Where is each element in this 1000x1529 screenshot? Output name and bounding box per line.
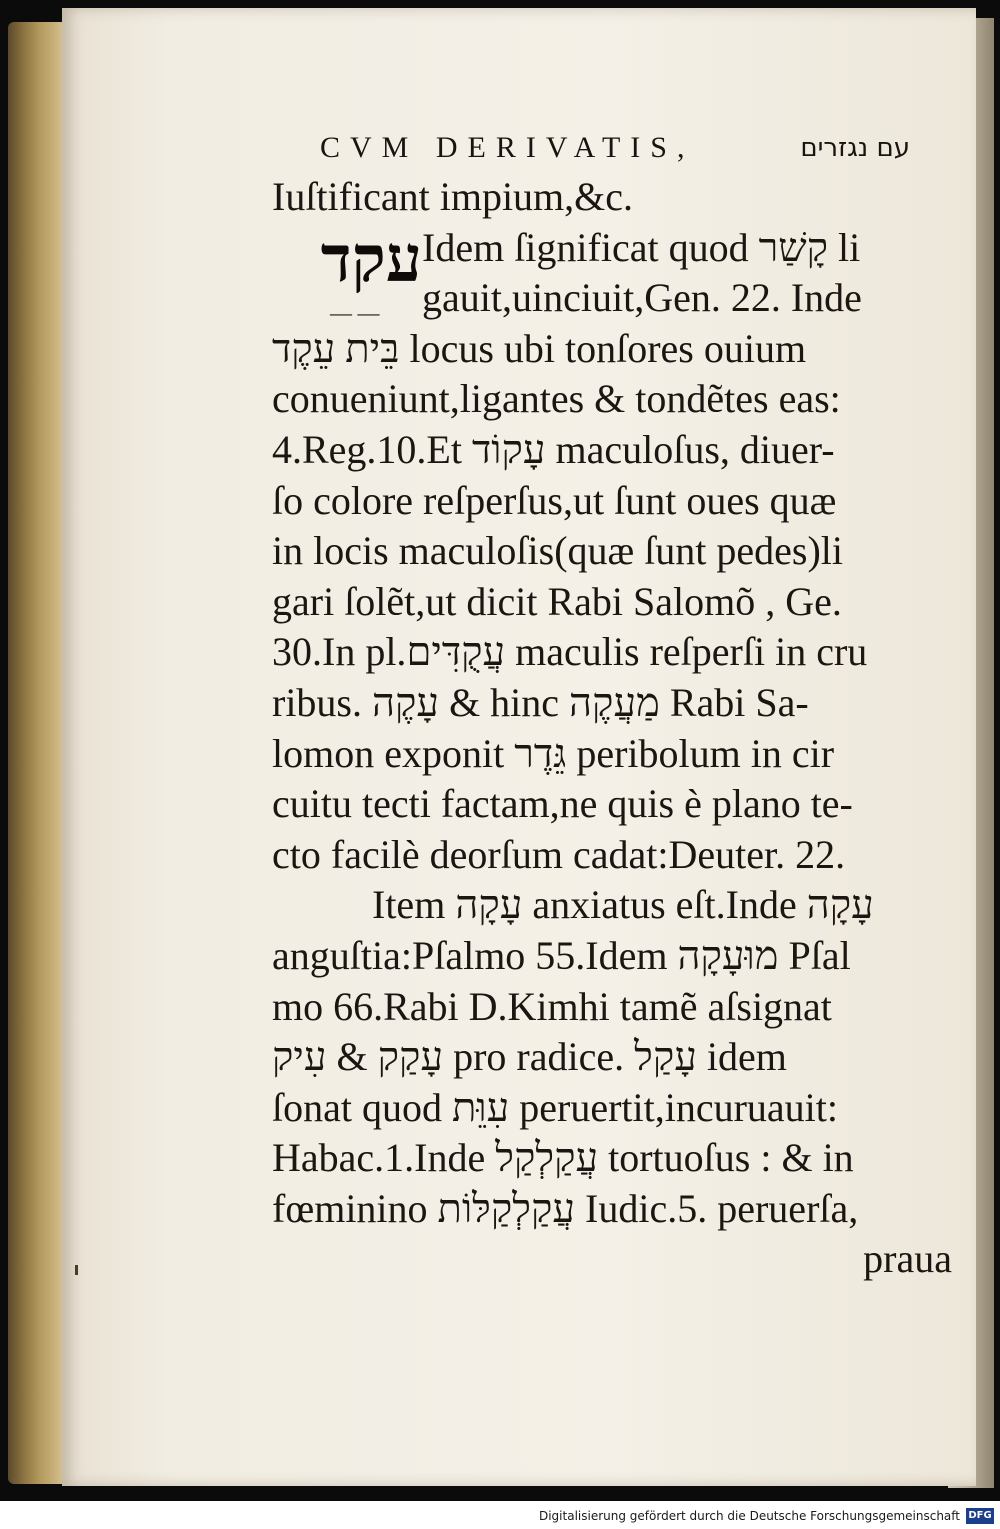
catchword: praua: [863, 1236, 952, 1282]
headword-hebrew: עקד: [320, 222, 422, 297]
running-head-hebrew: עם נגזרים: [800, 133, 910, 163]
text-line: 30.In pl.עֲקֻדִּים maculis reſperſi in cru: [272, 629, 868, 675]
text-line: ſonat quod עִוֵּת peruertit,incuruauit:: [272, 1084, 839, 1130]
text-line: Habac.1.Inde עֲקַלְקַל tortuoſus : & in: [272, 1135, 854, 1181]
text-line: עָקַק & עִיק pro radice. עָקַל idem: [272, 1034, 787, 1080]
book-edge-left: [8, 22, 66, 1484]
text-line: ribus. עָקֶה & hinc מַעֲקֶה Rabi Sa-: [272, 679, 809, 725]
text-block: [272, 172, 952, 1285]
text-line: mo 66.Rabi D.Kimhi tamẽ aſsignat: [272, 983, 832, 1029]
footer-credit: Digitalisierung gefördert durch die Deutsche Forschungsgemeinschaft: [538, 1509, 960, 1523]
text-line: בֵּית עֵקֶד locus ubi tonſores ouium: [272, 325, 807, 371]
text-line: ſo colore reſperſus,ut ſunt oues quæ: [272, 477, 837, 523]
text-line: conueniunt,ligantes & tondẽtes eas:: [272, 376, 841, 422]
dfg-logo: DFG: [966, 1508, 994, 1524]
text-line: 4.Reg.10.Et עָקוֹד maculoſus, diuer-: [272, 426, 835, 472]
text-line: Idem ſignificat quod קָשַׁר li: [422, 224, 861, 270]
text-line: lomon exponit גֵּדֶר peribolum in cir: [272, 730, 835, 776]
text-line: Item עָקָה anxiatus eſt.Inde עָקָה: [372, 882, 874, 928]
text-line: fœminino עֲקַלְקַלּוֹת Iudic.5. peruerſa,: [272, 1185, 859, 1231]
text-line: anguſtia:Pſalmo 55.Idem מוּעָקָה Pſal: [272, 932, 851, 978]
text-line: cuitu tecti factam,ne quis è plano te-: [272, 781, 853, 827]
text-line: gauit,uinciuit,Gen. 22. Inde: [422, 275, 862, 321]
margin-mark: [75, 1265, 78, 1275]
text-line: gari ſolẽt,ut dicit Rabi Salomõ , Ge.: [272, 578, 842, 624]
text-line: in locis maculoſis(quæ ſunt pedes)li: [272, 528, 844, 574]
footer-bar: [0, 1501, 1000, 1529]
text-line: cto facilè deorſum cadat:Deuter. 22.: [272, 831, 846, 877]
text-line: Iuſtificant impium,&c.: [272, 174, 634, 219]
running-head: [320, 128, 910, 168]
running-head-latin: CVM DERIVATIS,: [320, 131, 695, 164]
headword-mark: — —: [330, 300, 380, 325]
